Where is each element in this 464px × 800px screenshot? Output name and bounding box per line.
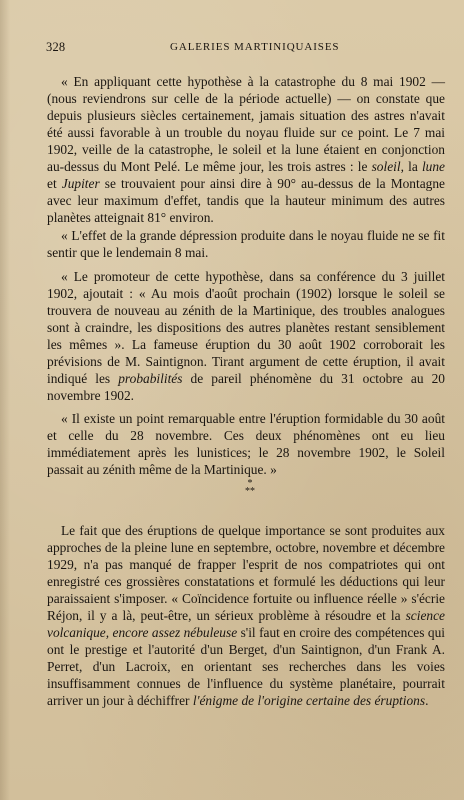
paragraph-depression: « L'effet de la grande dépression produite dans le noyau fluide ne se fit sentir que le lendemain 8 mai. bbox=[47, 228, 445, 261]
paragraph-remarkable-point: « Il existe un point remarquable entre l'éruption formidable du 30 août et celle du 28 novembre. Ces deux phénomènes ont eu lieu immédiatement après les lunistices; le 28 novembre 1902, le Soleil passait au zénith même de la Martinique. » bbox=[47, 410, 445, 478]
paragraph-text: , la bbox=[400, 159, 422, 175]
paragraph-conjunction bbox=[47, 73, 445, 226]
page-header bbox=[46, 40, 442, 56]
paragraph-text: Le fait que des éruptions de quelque importance se sont produites aux approches de la pleine lune en septembre, octobre, novembre et décembre 1929, n'a pas manqué de frapper l'esprit de nos compatriotes qui ont enregistré ces grossières constatations et formulé les déductions qui leur paraissaient s'imposer. « Coïncidence fortuite ou influence réelle » s'écrie Réjon, il y a là, peut-être, un sérieux problème à résoudre et la bbox=[47, 523, 445, 624]
asterism-bottom: ** bbox=[245, 486, 255, 497]
italic-soleil: soleil bbox=[371, 159, 401, 175]
paragraph-text: se trouvaient pour ainsi dire à 90° au-dessus de la Montagne avec leur maximum d'effet, tandis que la hauteur minimum des autres planètes atteignait 81° environ. bbox=[47, 176, 445, 226]
italic-science-volcanique: science volcanique, encore assez nébuleuse bbox=[47, 608, 445, 641]
quoted-passage bbox=[47, 73, 445, 478]
italic-lune: lune bbox=[421, 159, 445, 175]
paragraph-text: « Le promoteur de cette hypothèse, dans sa conférence du 3 juillet 1902, ajoutait : « Au mois d'août prochain (1902) lorsque le soleil se trouvera de nouveau au zénith de la Martinique, des troubles analogues sont à craindre, les dispositions des autres planètes restant sensiblement les mêmes ». La fameuse éruption du 30 août 1902 corroborait les prévisions de M. Saintignon. Tirant argument de cette éruption, il avait indiqué les bbox=[47, 268, 445, 386]
page-number: 328 bbox=[46, 40, 66, 54]
running-title: GALERIES MARTINIQUAISES bbox=[170, 41, 340, 53]
closing-section bbox=[47, 522, 445, 710]
paragraph-text: s'il faut en croire des compétences qui ont le prestige et l'autorité d'un Berget, d'un Saintignon, d'un Frank A. Perret, d'un Lacroix, en orientant ses recherches dans les voies insuffisamment connues de l'influence du système planétaire, pourrait arriver un jour à déchiffrer bbox=[47, 625, 445, 709]
italic-enigme: l'énigme de l'origine certaine des éruptions bbox=[192, 693, 426, 709]
paragraph-text: et bbox=[47, 176, 62, 192]
paragraph-text: « En appliquant cette hypothèse à la catastrophe du 8 mai 1902 — (nous reviendrons sur celle de la période actuelle) — on constate que depuis plusieurs siècles certainement, jamais situation des astres n'avait été aussi favorable à un trouble du noyau fluide sur ce point. Le 7 mai 1902, veille de la catastrophe, le soleil et la lune étaient en conjonction au-dessus du Mont Pelé. Le même jour, les trois astres : le bbox=[47, 74, 445, 175]
section-asterism bbox=[230, 480, 270, 504]
italic-probabilites: probabilités bbox=[118, 370, 183, 386]
paragraph-promoter bbox=[47, 268, 445, 404]
asterism-top: * bbox=[247, 478, 253, 489]
italic-jupiter: Jupiter bbox=[61, 176, 100, 192]
paragraph-eruptions-1929 bbox=[47, 522, 445, 710]
paragraph-text: de pareil phénomène du 31 octobre au 20 novembre 1902. bbox=[47, 370, 445, 403]
paragraph-text: . bbox=[425, 693, 429, 709]
binding-shadow bbox=[0, 0, 10, 800]
